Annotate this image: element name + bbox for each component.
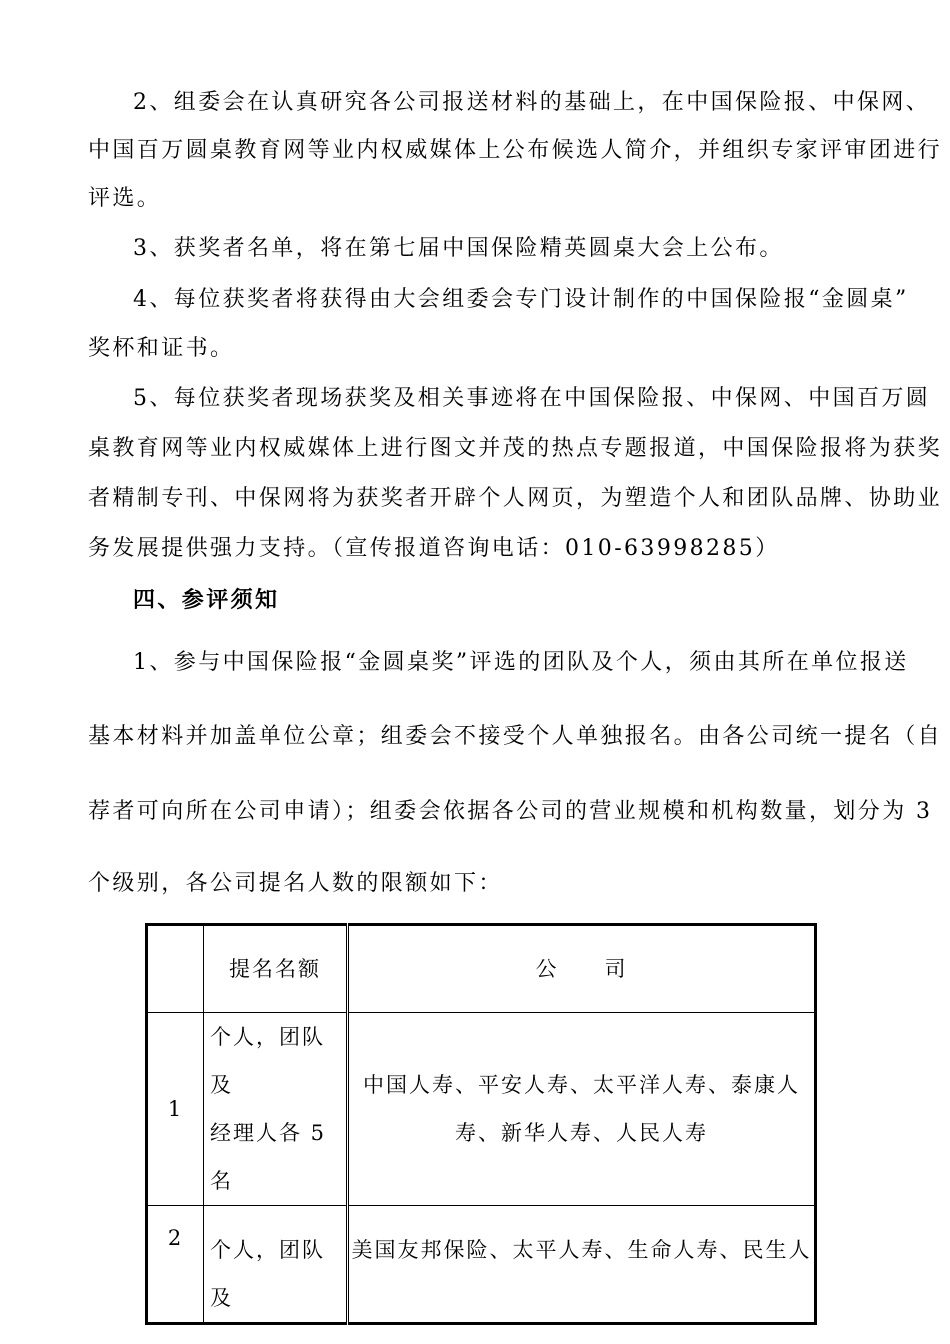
table-row (147, 1206, 816, 1324)
row-quota (204, 1206, 348, 1324)
header-quota-cell: 提名名额 (204, 925, 348, 1013)
row-index: 2 (147, 1206, 204, 1324)
paragraph-5-line-1: 5、每位获奖者现场获奖及相关事迹将在中国保险报、中保网、中国百万圆 (133, 386, 931, 411)
paragraph-2-line-2: 中国百万圆桌教育网等业内权威媒体上公布候选人简介，并组织专家评审团进行 (88, 138, 943, 163)
row-companies-line: 中国人寿、平安人寿、太平洋人寿、泰康人 (363, 1073, 800, 1097)
header-index-cell (147, 925, 204, 1013)
paragraph-5-line-3: 者精制专刊、中保网将为获奖者开辟个人网页，为塑造个人和团队品牌、协助业 (88, 486, 943, 511)
paragraph-5-line-2: 桌教育网等业内权威媒体上进行图文并茂的热点专题报道，中国保险报将为获奖 (88, 436, 943, 461)
paragraph-2-line-3: 评选。 (88, 186, 162, 211)
paragraph-5-line-4: 务发展提供强力支持。（宣传报道咨询电话：010-63998285） (88, 536, 780, 561)
row-quota-line: 个人，团队及 (210, 1025, 325, 1097)
row-quota-line: 个人，团队及 (210, 1238, 325, 1310)
header-companies-cell: 公 司 (348, 925, 816, 1013)
row-index: 1 (147, 1013, 204, 1206)
paragraph-2-line-1: 2、组委会在认真研究各公司报送材料的基础上，在中国保险报、中保网、 (133, 90, 931, 115)
notice-line-4: 个级别，各公司提名人数的限额如下： (88, 871, 503, 896)
paragraph-4-line-2: 奖杯和证书。 (88, 336, 235, 361)
row-companies (348, 1206, 816, 1324)
paragraph-3-line-1: 3、获奖者名单，将在第七届中国保险精英圆桌大会上公布。 (133, 236, 784, 261)
row-companies-line: 美国友邦保险、太平人寿、生命人寿、民生人 (351, 1238, 812, 1262)
row-companies (348, 1013, 816, 1206)
row-quota (204, 1013, 348, 1206)
notice-line-1: 1、参与中国保险报“金圆桌奖”评选的团队及个人，须由其所在单位报送 (133, 650, 909, 675)
row-quota-line: 经理人各 5 名 (210, 1121, 327, 1193)
row-companies-line: 寿、新华人寿、人民人寿 (455, 1121, 708, 1145)
table-row (147, 1013, 816, 1206)
table-header-row (147, 925, 816, 1013)
quota-table (145, 923, 817, 1325)
notice-line-3: 荐者可向所在公司申请）；组委会依据各公司的营业规模和机构数量，划分为 3 (88, 799, 933, 824)
section-heading: 四、参评须知 (133, 587, 280, 613)
paragraph-4-line-1: 4、每位获奖者将获得由大会组委会专门设计制作的中国保险报“金圆桌” (133, 287, 909, 312)
notice-line-2: 基本材料并加盖单位公章；组委会不接受个人单独报名。由各公司统一提名（自 (88, 724, 943, 749)
